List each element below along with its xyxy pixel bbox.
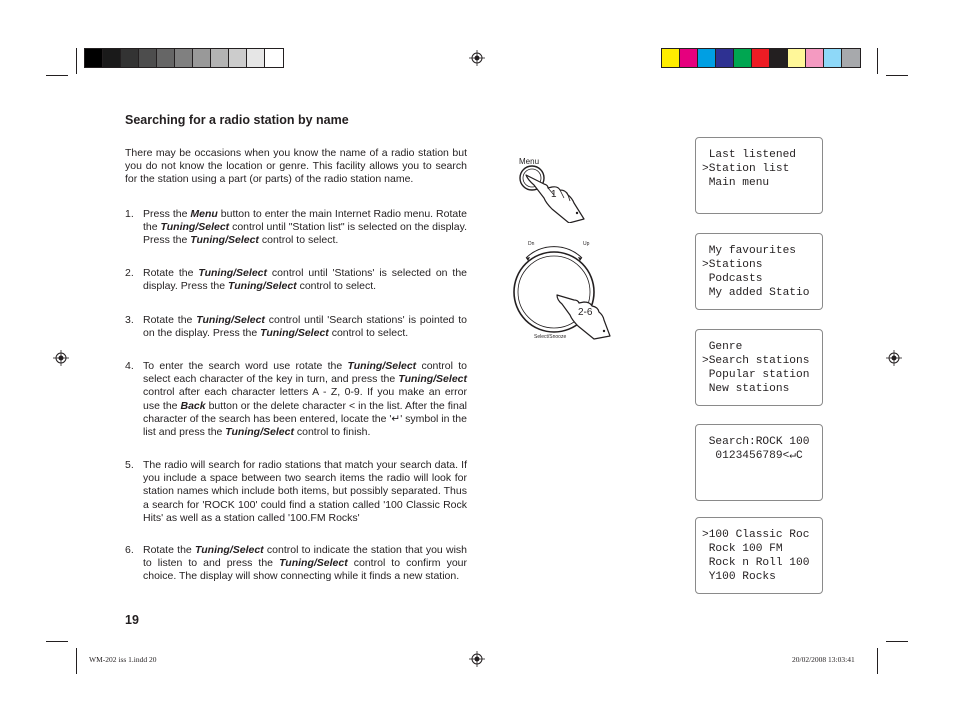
select-snooze-label: Select/Snooze xyxy=(534,334,567,340)
step-2-6-label: 2-6 xyxy=(578,307,593,318)
control-name: Tuning/Select xyxy=(398,373,467,386)
step-item xyxy=(125,544,467,584)
control-name: Tuning/Select xyxy=(279,557,348,570)
color-swatch xyxy=(157,49,175,67)
control-name: Tuning/Select xyxy=(228,280,297,293)
lcd-display xyxy=(695,137,823,214)
step-item xyxy=(125,360,467,439)
grayscale-color-bar xyxy=(84,48,284,68)
registration-mark-icon xyxy=(469,651,485,667)
lcd-line: Podcasts xyxy=(702,273,763,285)
color-swatch xyxy=(211,49,229,67)
color-swatch xyxy=(698,49,716,67)
lcd-display xyxy=(695,233,823,310)
lcd-line: >Stations xyxy=(702,259,763,271)
step-1-label: 1 xyxy=(551,189,557,200)
control-name: Tuning/Select xyxy=(195,544,264,556)
lcd-line: New stations xyxy=(702,383,790,395)
step-item xyxy=(125,267,467,293)
color-swatch xyxy=(265,49,283,67)
color-swatch xyxy=(175,49,193,67)
lcd-line: My favourites xyxy=(702,245,796,257)
step-number: 6. xyxy=(125,544,134,556)
section-heading: Searching for a radio station by name xyxy=(125,113,349,127)
step-text: Rotate the Tuning/Select control to indicate the station that you wish to listen to and press the Tuning/Select control to confirm your choice. The display will show connecting while it finds a new station. xyxy=(143,544,467,583)
color-swatch xyxy=(680,49,698,67)
page-number: 19 xyxy=(125,613,139,627)
menu-button-label: Menu xyxy=(519,157,540,166)
lcd-display xyxy=(695,517,823,594)
step-text: The radio will search for radio stations that match your search data. If you include a space between two search items the radio will look for station names which include both items, but possibly separated. Thus a search for 'ROCK 100' could find a station called '100 Classic Rock Hits' as well as a station called '100.FM Rocks' xyxy=(143,459,467,524)
step-item xyxy=(125,314,467,340)
control-name: Back xyxy=(180,399,206,412)
registration-mark-icon xyxy=(469,50,485,66)
color-swatch xyxy=(229,49,247,67)
crop-mark xyxy=(76,48,77,74)
crop-mark xyxy=(877,48,878,74)
step-number: 1. xyxy=(125,208,134,220)
color-swatch xyxy=(716,49,734,67)
lcd-line: Last listened xyxy=(702,149,796,161)
color-swatch xyxy=(103,49,121,67)
color-swatch xyxy=(824,49,842,67)
up-label: Up xyxy=(583,241,590,247)
color-swatch xyxy=(806,49,824,67)
step-text: To enter the search word use rotate the Tuning/Select control to select each character of the key in turn, and press the Tuning/Select control after each character letters A - Z, 0-9. If you make an error use the Back button or the delete character < in the list. After the final character of the search has been entered, locate the '↵' symbol in the list and press the Tuning/Select control to finish. xyxy=(143,360,468,439)
down-label: Dn xyxy=(528,241,535,247)
control-name: Tuning/Select xyxy=(225,426,294,439)
lcd-line: Rock 100 FM xyxy=(702,543,783,555)
step-text: Rotate the Tuning/Select control until 'Search stations' is pointed to on the display. Press the Tuning/Select control to select. xyxy=(143,314,467,340)
lcd-line: My added Statio xyxy=(702,287,810,299)
lcd-line: >Search stations xyxy=(702,355,810,367)
control-name: Tuning/Select xyxy=(196,314,265,326)
color-swatch xyxy=(770,49,788,67)
enter-symbol-icon: ↵ xyxy=(391,412,401,425)
lcd-line: >Station list xyxy=(702,163,790,175)
crop-mark xyxy=(46,75,68,76)
color-swatch xyxy=(139,49,157,67)
registration-mark-icon xyxy=(53,350,69,366)
control-name: Tuning/Select xyxy=(260,327,329,340)
step-number: 5. xyxy=(125,459,134,471)
control-name: Tuning/Select xyxy=(190,234,259,247)
step-number: 3. xyxy=(125,314,134,326)
lcd-line: Popular station xyxy=(702,369,810,381)
lcd-line: Search:ROCK 100 xyxy=(702,436,810,448)
color-swatch xyxy=(734,49,752,67)
control-name: Tuning/Select xyxy=(347,360,417,372)
color-swatch xyxy=(85,49,103,67)
lcd-line: Genre xyxy=(702,341,743,353)
crop-mark xyxy=(886,641,908,642)
registration-mark-icon xyxy=(886,350,902,366)
crop-mark xyxy=(76,648,77,674)
lcd-line: Y100 Rocks xyxy=(702,571,776,583)
color-swatch xyxy=(193,49,211,67)
step-item xyxy=(125,208,467,248)
crop-mark xyxy=(886,75,908,76)
color-swatch xyxy=(247,49,265,67)
intro-paragraph: There may be occasions when you know the name of a radio station but you do not know the location or genre. This facility allows you to search for the station using a part (or parts) of the radio station name. xyxy=(125,147,467,186)
control-name: Tuning/Select xyxy=(198,267,267,279)
lcd-line: Main menu xyxy=(702,177,770,189)
tuning-select-knob-illustration xyxy=(512,240,612,340)
lcd-line: >100 Classic Roc xyxy=(702,529,810,541)
lcd-line: Rock n Roll 100 xyxy=(702,557,810,569)
lcd-display xyxy=(695,329,823,406)
crop-mark xyxy=(877,648,878,674)
process-color-bar xyxy=(661,48,861,68)
footer-timestamp: 20/02/2008 13:03:41 xyxy=(792,655,855,664)
color-swatch xyxy=(121,49,139,67)
step-item xyxy=(125,459,467,525)
lcd-display xyxy=(695,424,823,501)
step-text: Rotate the Tuning/Select control until 'Stations' is selected on the display. Press the Tuning/Select control to select. xyxy=(143,267,467,293)
step-text: Press the Menu button to enter the main Internet Radio menu. Rotate the Tuning/Select control until "Station list" is selected on the display. Press the Tuning/Select control to select. xyxy=(143,208,467,247)
crop-mark xyxy=(46,641,68,642)
step-number: 4. xyxy=(125,360,134,372)
color-swatch xyxy=(752,49,770,67)
color-swatch xyxy=(662,49,680,67)
control-name: Tuning/Select xyxy=(160,221,230,234)
footer-file-info: WM-202 iss 1.indd 20 xyxy=(89,655,157,664)
step-number: 2. xyxy=(125,267,134,279)
color-swatch xyxy=(842,49,860,67)
lcd-line: 0123456789<↵C xyxy=(702,450,803,462)
color-swatch xyxy=(788,49,806,67)
control-name: Menu xyxy=(190,208,218,220)
